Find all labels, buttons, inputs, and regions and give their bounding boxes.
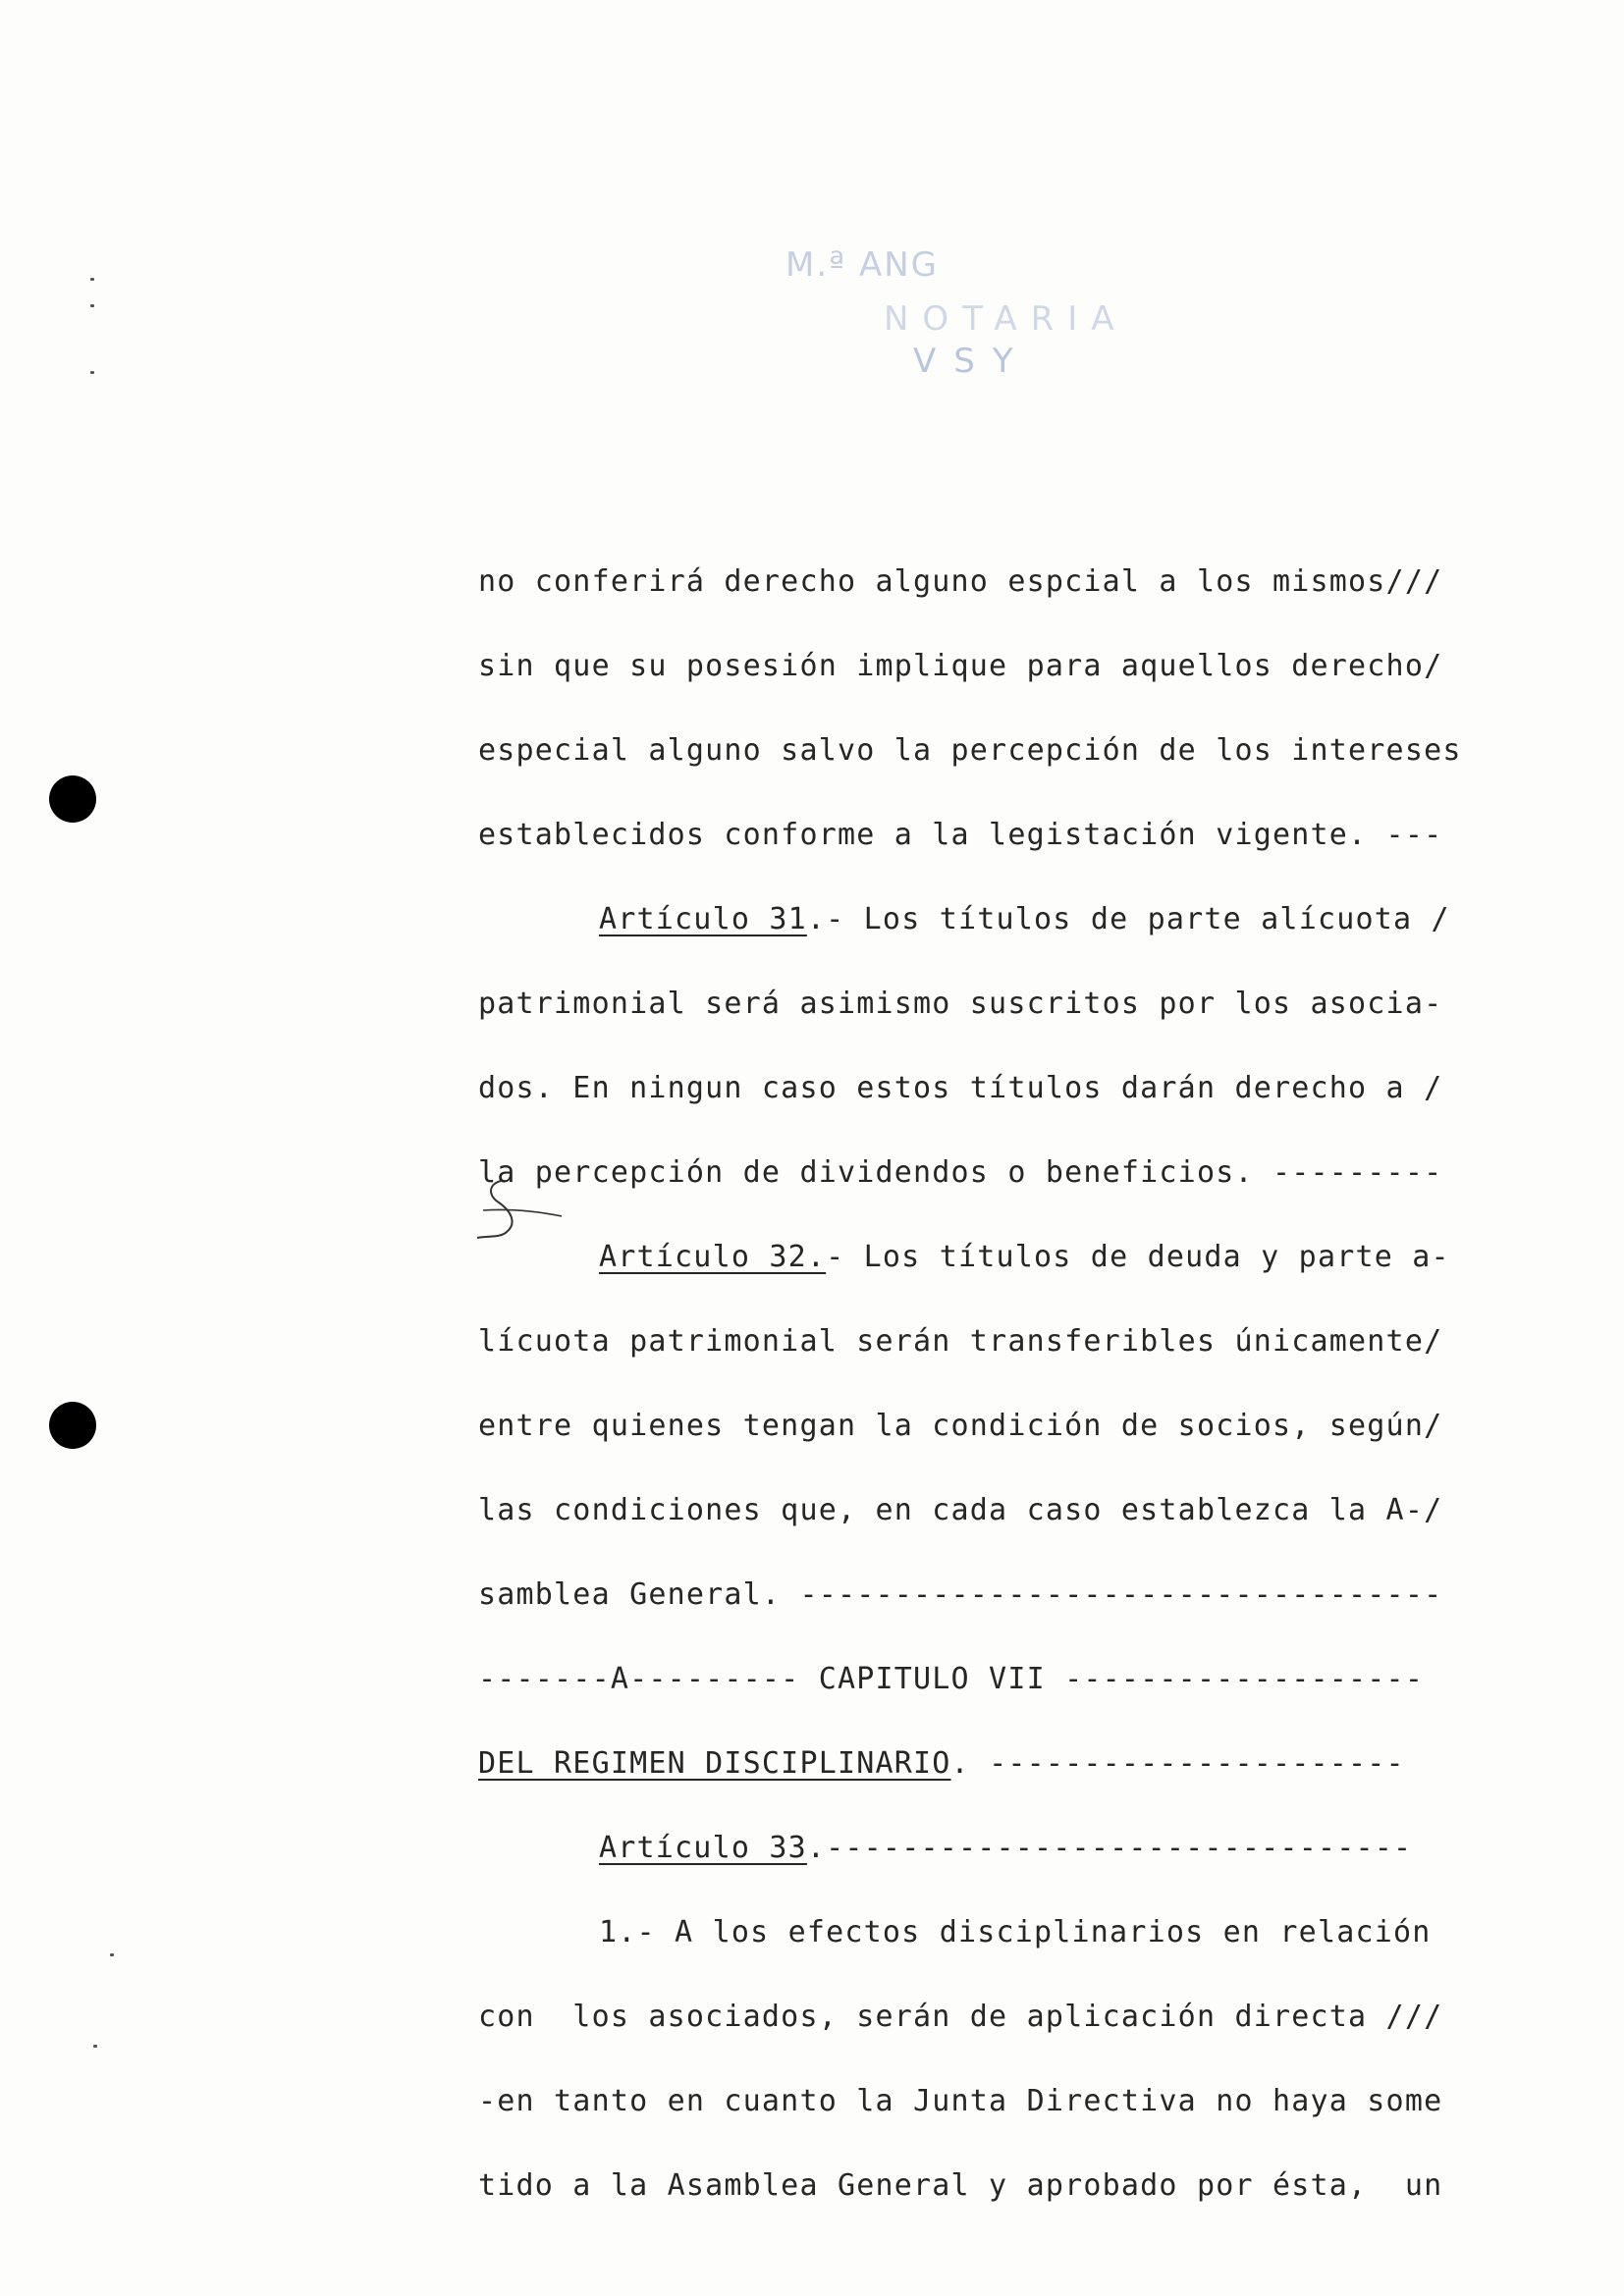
text-line: lícuota patrimonial serán transferibles únicamente/ — [478, 1324, 1443, 1359]
section-heading: DEL REGIMEN DISCIPLINARIO. ---------------------- — [478, 1746, 1405, 1781]
text-line: tido a la Asamblea General y aprobado por ésta, un — [478, 2168, 1443, 2203]
text-line: las condiciones que, en cada caso establezca la A-/ — [478, 1493, 1443, 1527]
text-line: samblea General. ---------------------------------- — [478, 1577, 1443, 1612]
section-title: DEL REGIMEN DISCIPLINARIO — [478, 1746, 951, 1781]
text-line: la percepción de dividendos o beneficios. --------- — [478, 1155, 1443, 1190]
text-line: patrimonial será asimismo suscritos por los asocia- — [478, 987, 1443, 1021]
article-33-line: Artículo 33.------------------------------- — [599, 1831, 1413, 1865]
text-line: sin que su posesión implique para aquellos derecho/ — [478, 649, 1443, 683]
margin-speck — [90, 304, 94, 307]
document-body — [478, 540, 1534, 2228]
article-heading: Artículo 33 — [599, 1831, 807, 1865]
punch-hole-top — [49, 775, 96, 823]
article-32-line: Artículo 32.- Los títulos de deuda y parte a- — [599, 1240, 1450, 1274]
margin-speck — [110, 1953, 114, 1956]
text-line: dos. En ningun caso estos títulos darán derecho a / — [478, 1071, 1443, 1105]
article-heading: Artículo 32. — [599, 1240, 827, 1274]
text-line: 1.- A los efectos disciplinarios en relación — [599, 1915, 1432, 1949]
text-line: especial alguno salvo la percepción de los intereses — [478, 733, 1462, 768]
chapter-heading: -------A--------- CAPITULO VII ------------------- — [478, 1662, 1425, 1696]
article-31-line: Artículo 31.- Los títulos de parte alícuota / — [599, 902, 1450, 936]
text-line: -en tanto en cuanto la Junta Directiva no haya some — [478, 2084, 1443, 2118]
text-line: con los asociados, serán de aplicación directa /// — [478, 2000, 1443, 2034]
margin-speck — [90, 278, 94, 281]
punch-hole-bottom — [49, 1402, 96, 1449]
text-line: no conferirá derecho alguno espcial a los mismos/// — [478, 564, 1443, 599]
margin-speck — [90, 371, 94, 374]
stamp-line-3: VSY — [913, 342, 1031, 381]
stamp-line-1: M.ª ANG — [785, 245, 940, 285]
stamp-line-2: NOTARIA — [884, 299, 1128, 339]
text-line: establecidos conforme a la legistación vigente. --- — [478, 818, 1443, 852]
article-heading: Artículo 31 — [599, 902, 807, 936]
text-line: entre quienes tengan la condición de socios, según/ — [478, 1409, 1443, 1443]
margin-speck — [93, 2045, 97, 2048]
